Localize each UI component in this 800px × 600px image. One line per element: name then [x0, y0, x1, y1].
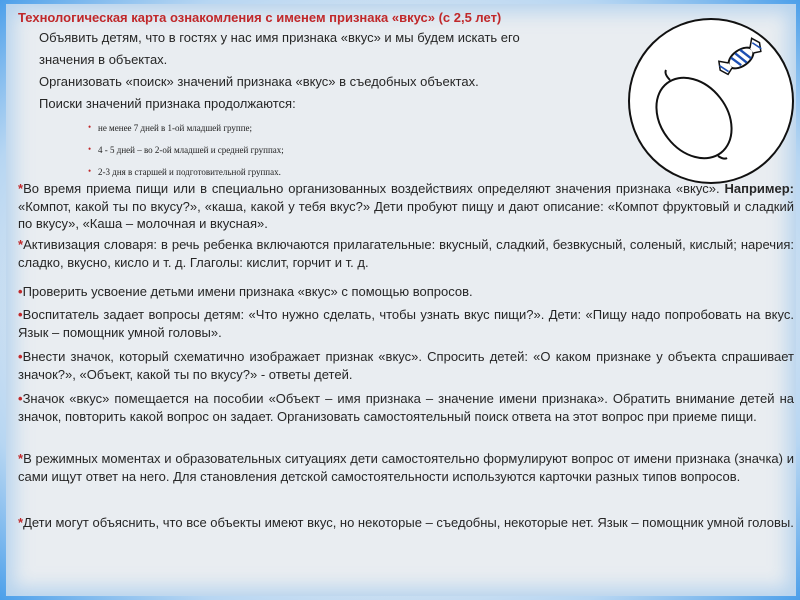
paragraph-aid: •Значок «вкус» помещается на пособии «Объект – имя признака – значение имени признака». Обратить внимание детей на значок, повторить какой вопрос он задает. Организовать самостоятельный поиск ответа на этот вопрос при приеме пищи.: [18, 391, 794, 424]
bullet-icon: •: [88, 122, 92, 132]
bullet-icon: •: [88, 166, 92, 176]
emphasis-example: Например:: [724, 181, 794, 196]
paragraph-check: •Проверить усвоение детьми имени признака «вкус» с помощью вопросов.: [18, 284, 473, 299]
intro-line-4: Поиски значений признака продолжаются:: [39, 96, 296, 111]
star-bullet-icon: *: [18, 237, 24, 252]
paragraph-vocabulary: *Активизация словаря: в речь ребенка включаются прилагательные: вкусный, сладкий, безвкусный, соленый, кислый; наречия: сладко, вкусно, кисло и т. д. Глаголы: кислит, горчит и т. д.: [18, 237, 794, 270]
list-item: • не менее 7 дней в 1-ой младшей группе;: [88, 122, 253, 133]
star-bullet-icon: *: [18, 451, 24, 466]
taste-diagram: [626, 16, 796, 186]
paragraph-questions: •Воспитатель задает вопросы детям: «Что нужно сделать, чтобы узнать вкус пищи?». Дети: «Пищу надо попробовать на вкус. Язык – помощник умной головы».: [18, 307, 794, 340]
intro-line-1: Объявить детям, что в гостях у нас имя признака «вкус» и мы будем искать его: [39, 30, 520, 45]
list-item: • 4 - 5 дней – во 2-ой младшей и средней группах;: [88, 144, 284, 155]
list-item: • 2-3 дня в старшей и подготовительной группах.: [88, 166, 281, 177]
star-bullet-icon: *: [18, 181, 24, 196]
bullet-icon: •: [18, 391, 23, 406]
paragraph-example: *Во время приема пищи или в специально организованных воздействиях определяют значения признака «вкус». Например: «Компот, какой ты по вкусу?», «каша, какой у тебя вкус?» Дети пробуют пищу и дают описание: «Компот фруктовый и сладкий по вкусу», «Каша – молочная и вкусная».: [18, 181, 794, 231]
bullet-icon: •: [88, 144, 92, 154]
bullet-icon: •: [18, 284, 23, 299]
slide-panel: [6, 4, 796, 596]
duration-list: [88, 122, 284, 188]
slide-title: Технологическая карта ознакомления с именем признака «вкус» (с 2,5 лет): [18, 10, 502, 25]
paragraph-symbol: •Внести значок, который схематично изображает признак «вкус». Спросить детей: «О каком признаке у объекта спрашивает значок?», «Объект, какой ты по вкусу?» - ответы детей.: [18, 349, 794, 382]
bullet-icon: •: [18, 307, 23, 322]
paragraph-routine: *В режимных моментах и образовательных ситуациях дети самостоятельно формулируют вопрос от имени признака (значка) и сами ищут ответ на него. Для становления детской самостоятельности используются карточки разных типов вопросов.: [18, 451, 794, 484]
paragraph-conclusion: *Дети могут объяснить, что все объекты имеют вкус, но некоторые – съедобны, некоторые нет. Язык – помощник умной головы.: [18, 515, 794, 530]
bullet-icon: •: [18, 349, 23, 364]
intro-line-3: Организовать «поиск» значений признака «вкус» в съедобных объектах.: [39, 74, 479, 89]
star-bullet-icon: *: [18, 515, 24, 530]
intro-line-2: значения в объектах.: [39, 52, 168, 67]
